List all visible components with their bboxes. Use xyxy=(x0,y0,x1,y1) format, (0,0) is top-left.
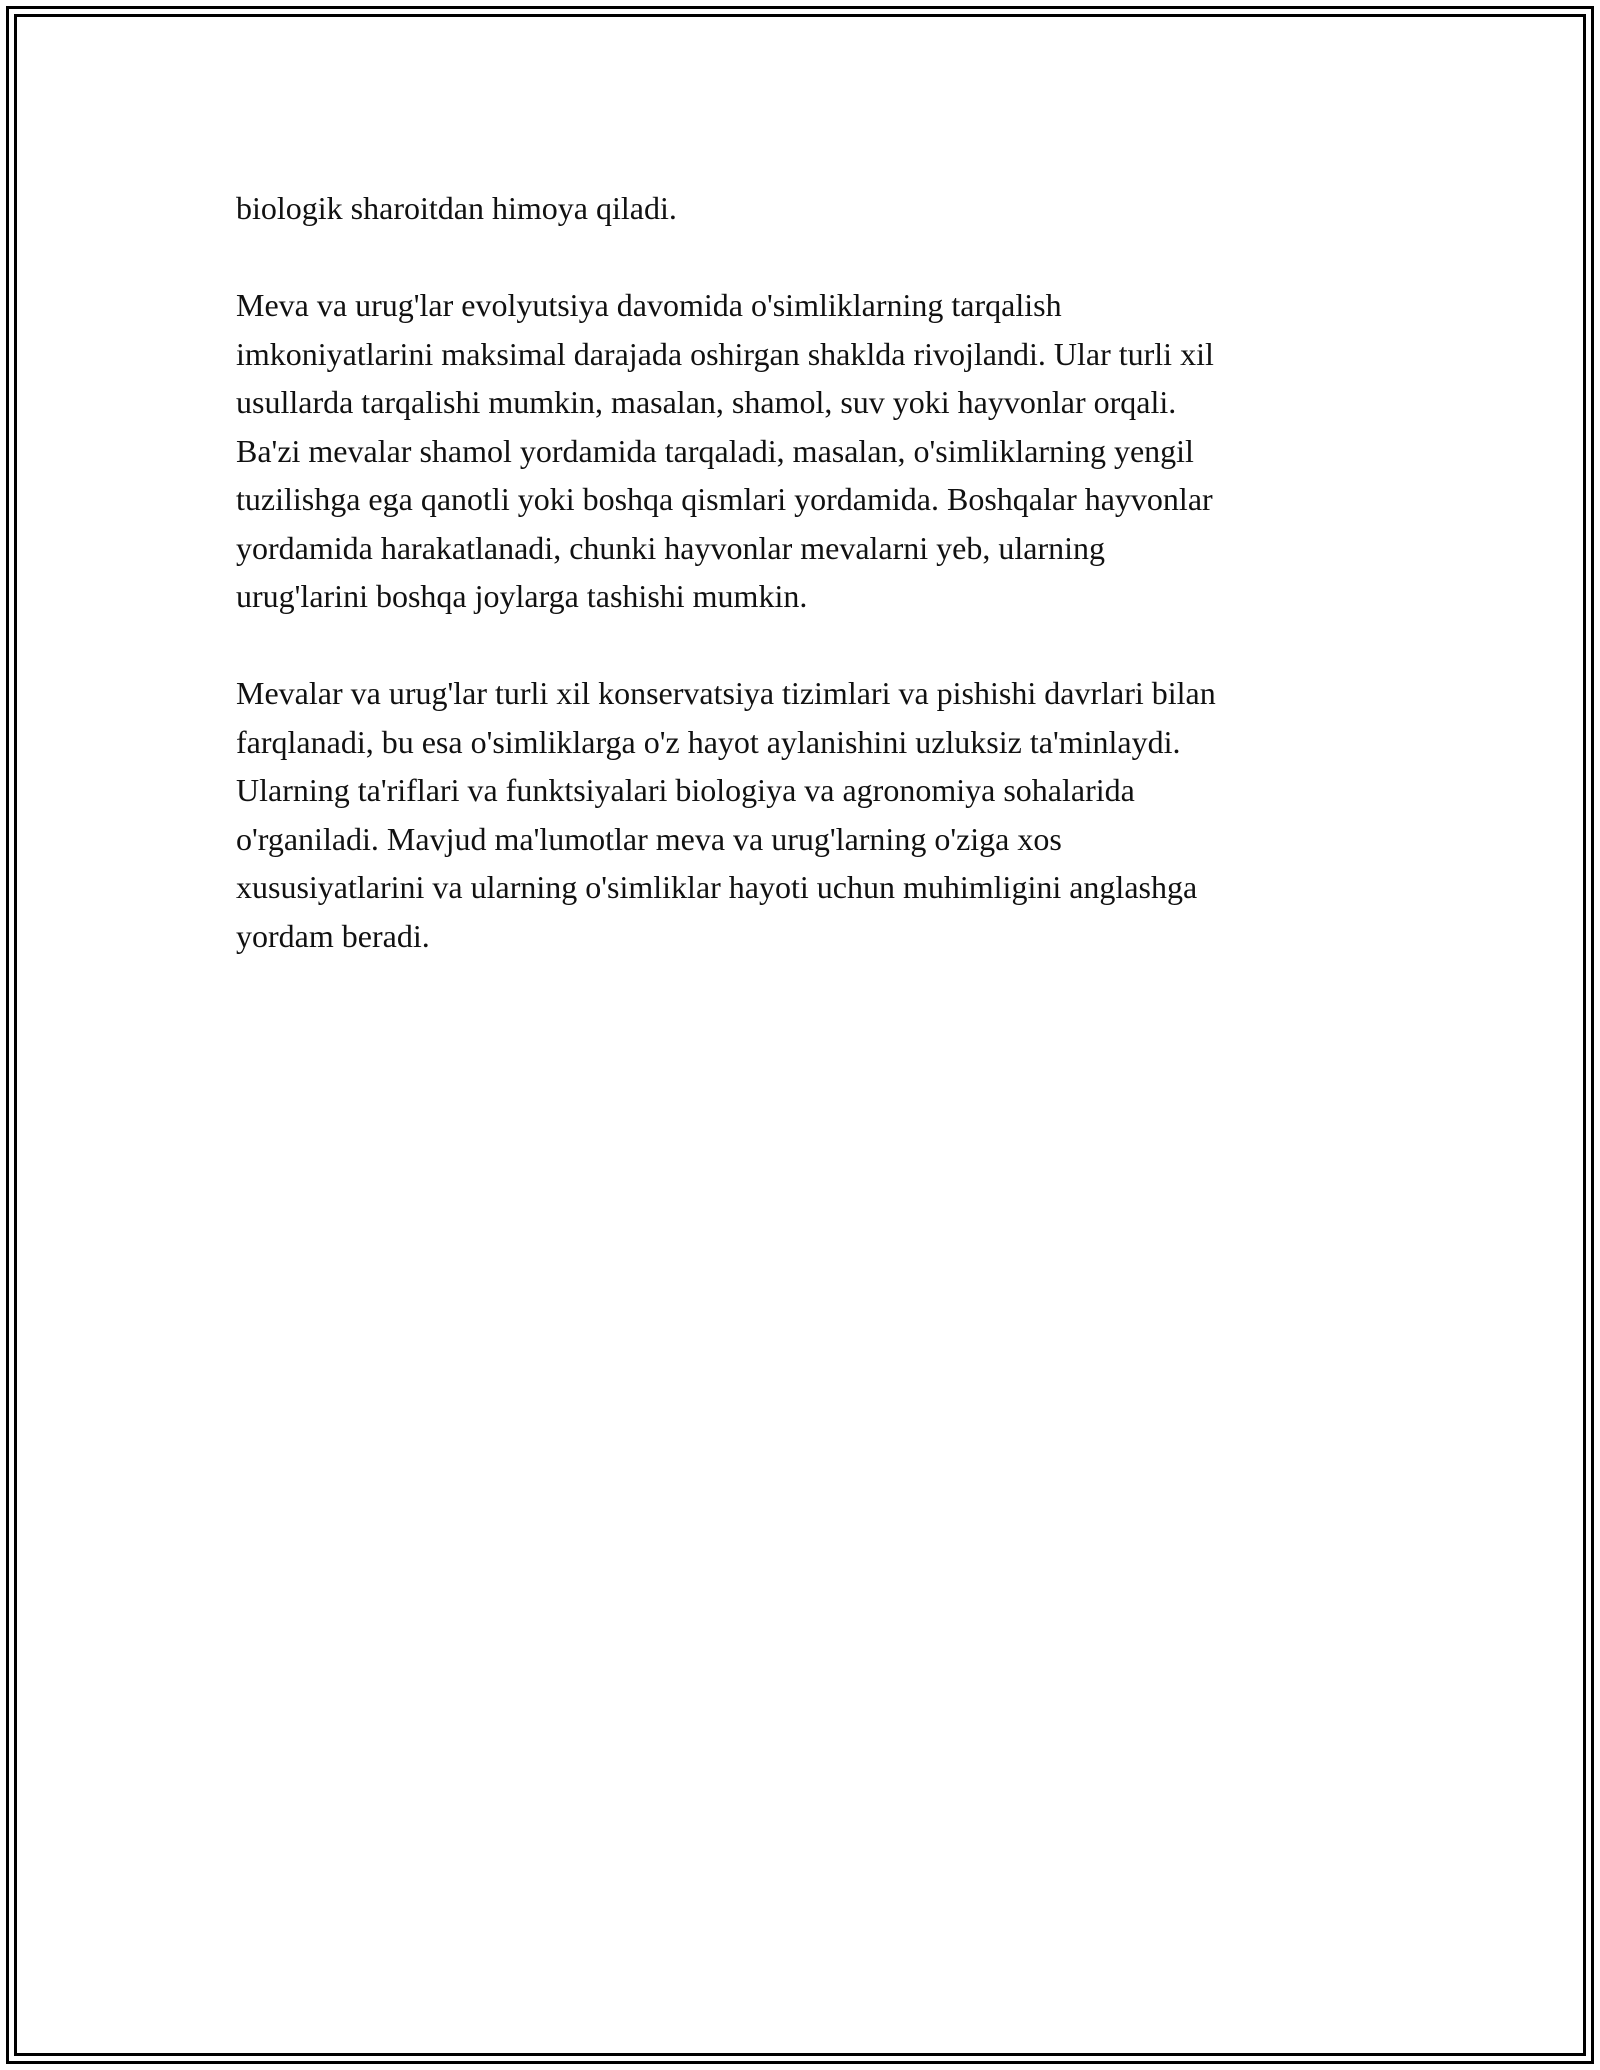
document-body xyxy=(236,184,1381,1009)
paragraph-1: biologik sharoitdan himoya qiladi. xyxy=(236,190,677,226)
paragraph-2: Meva va urug'lar evolyutsiya davomida o'simliklarning tarqalish imkoniyatlarini maksimal darajada oshirgan shaklda rivojlandi. Ular turli xil usullarda tarqalishi mumkin, masalan, shamol, suv yoki hayvonlar orqali. Ba'zi mevalar shamol yordamida tarqaladi, masalan, o'simliklarning yengil tuzilishga ega qanotli yoki boshqa qismlari yordamida. Boshqalar hayvonlar yordamida harakatlanadi, chunki hayvonlar mevalarni yeb, ularning urug'larini boshqa joylarga tashishi mumkin. xyxy=(236,287,1214,614)
paragraph-3: Mevalar va urug'lar turli xil konservatsiya tizimlari va pishishi davrlari bilan farqlanadi, bu esa o'simliklarga o'z hayot aylanishini uzluksiz ta'minlaydi. Ularning ta'riflari va funktsiyalari biologiya va agronomiya sohalarida o'rganiladi. Mavjud ma'lumotlar meva va urug'larning o'ziga xos xususiyatlarini va ularning o'simliklar hayoti uchun muhimligini anglashga yordam beradi. xyxy=(236,675,1216,954)
